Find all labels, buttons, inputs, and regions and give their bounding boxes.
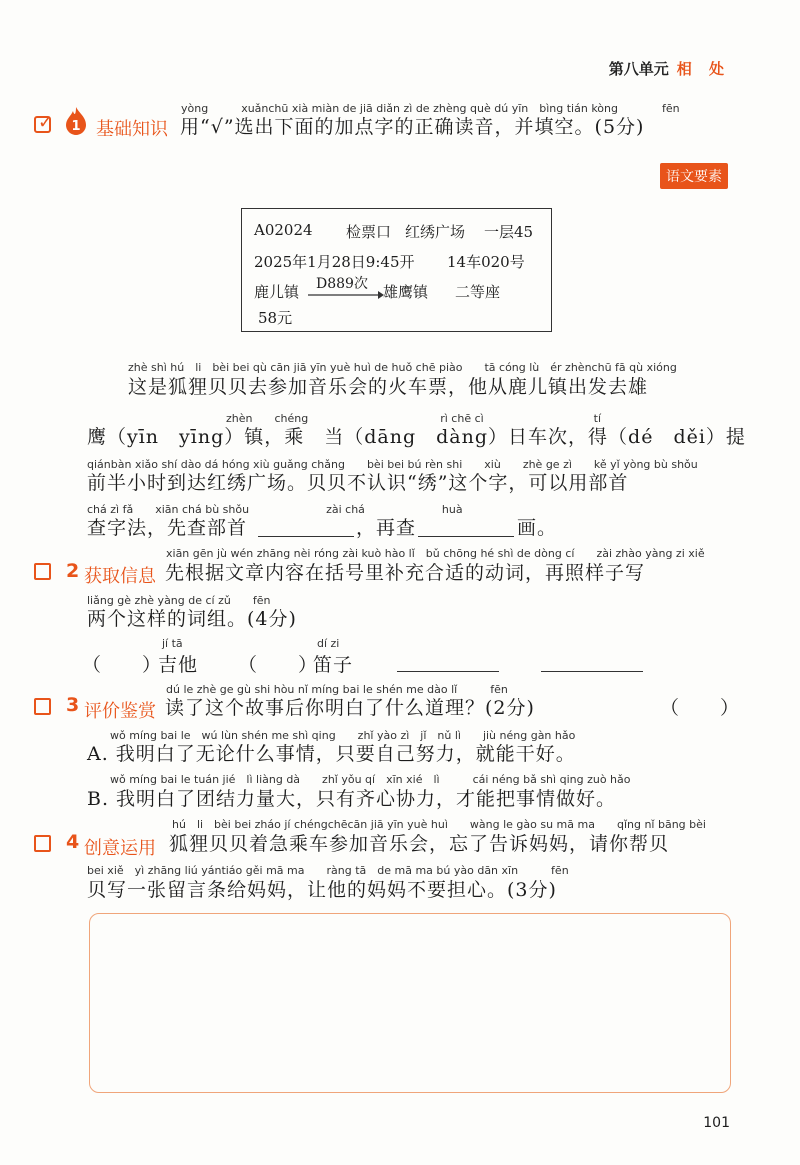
q2-item1-word: 吉他 — [158, 654, 199, 676]
q2-line2-text: 两个这样的词组。(4分) — [87, 608, 297, 630]
unit-theme: 相 处 — [676, 60, 730, 78]
q2-item1-pinyin: jí tā — [162, 637, 183, 650]
unit-label: 第八单元 — [608, 60, 669, 78]
q3-question: 读了这个故事后你明白了什么道理？(2分) — [165, 697, 535, 719]
q3-title: 评价鉴赏 — [84, 701, 156, 722]
q1-title: 基础知识 — [96, 119, 168, 140]
q2-line1-text: 先根据文章内容在括号里补充合适的动词，再照样子写 — [165, 562, 646, 584]
q1-line4-text: 查字法，先查部首 — [87, 517, 248, 539]
ticket-to: 雄鹰镇 — [383, 283, 429, 301]
ticket-from: 鹿儿镇 — [254, 283, 300, 301]
q3-line1-pinyin: dú le zhè ge gù shi hòu nǐ míng bai le shén me dào lǐ fēn — [166, 683, 508, 696]
q4-line2-pinyin: bei xiě yì zhāng liú yántiáo gěi mā ma ràng tā de mā ma bú yào dān xīn fēn — [87, 864, 569, 877]
q2-checkbox[interactable] — [34, 563, 51, 580]
stroke-count-blank[interactable] — [418, 535, 514, 537]
q4-line2-text: 贝写一张留言条给妈妈，让他的妈妈不要担心。(3分) — [87, 879, 557, 901]
q1-line4-text3: 画。 — [517, 517, 558, 539]
note-answer-box[interactable] — [89, 913, 731, 1093]
q2-item2-pinyin: dí zi — [317, 637, 340, 650]
q4-checkbox[interactable] — [34, 835, 51, 852]
ticket-seatno: 14车020号 — [447, 253, 525, 271]
q2-line1-pinyin: xiān gēn jù wén zhāng nèi róng zài kuò hào lǐ bǔ chōng hé shì de dòng cí zài zhào yàng zi xiě — [166, 547, 705, 560]
phrase-blank-2[interactable] — [541, 670, 643, 672]
q2-paren-1[interactable]: （ ） — [82, 654, 163, 676]
q1-line1-pinyin: zhè shì hú li bèi bei qù cān jiā yīn yuè huì de huǒ chē piào tā cóng lù ér zhènchū fā qù xióng — [128, 361, 677, 374]
ticket-train: D889次 — [316, 276, 368, 292]
radical-blank[interactable] — [258, 535, 354, 537]
train-ticket — [241, 208, 552, 332]
q2-title: 获取信息 — [84, 566, 156, 587]
q2-number: 2 — [66, 560, 80, 582]
q3-optA-pinyin: wǒ míng bai le wú lùn shén me shì qing zhǐ yào zì jǐ nǔ lì jiù néng gàn hǎo — [110, 729, 576, 742]
q4-line1-pinyin: hú li bèi bei zháo jí chéngchēcān jiā yīn yuè huì wàng le gào su mā ma qǐng nǐ bāng bèi — [172, 818, 706, 831]
q1-number: 1 — [71, 119, 81, 134]
q1-line4-pinyin: chá zì fǎ xiān chá bù shǒu zài chá huà — [87, 503, 463, 516]
arrow-icon — [308, 291, 384, 299]
q4-number: 4 — [66, 831, 80, 853]
ticket-class: 二等座 — [455, 283, 501, 301]
q2-paren-2[interactable]: （ ） — [238, 654, 319, 676]
page-number: 101 — [703, 1115, 730, 1131]
ticket-place: 红绣广场 — [405, 223, 466, 241]
ticket-gate: 检票口 — [346, 223, 392, 241]
q1-line3-pinyin: qiánbàn xiǎo shí dào dá hóng xiù guǎng chǎng bèi bei bú rèn shi xiù zhè ge zì kě yǐ yòng bù shǒu — [87, 458, 698, 471]
q4-title: 创意运用 — [84, 838, 156, 859]
q3-answer-paren[interactable]: （ ） — [660, 697, 741, 719]
q2-item2-word: 笛子 — [313, 654, 354, 676]
ticket-datetime: 2025年1月28日9:45开 — [254, 253, 415, 271]
flame-icon — [64, 106, 88, 136]
q1-instruction: 用“√”选出下面的加点字的正确读音，并填空。(5分) — [180, 116, 645, 138]
check-icon: ✓ — [38, 112, 54, 133]
q3-checkbox[interactable] — [34, 698, 51, 715]
q1-checkbox[interactable] — [34, 112, 54, 133]
q1-line2-pinyin: zhèn chéng rì chē cì tí — [226, 412, 602, 425]
q3-optB-pinyin: wǒ míng bai le tuán jié lì liàng dà zhǐ yǒu qí xīn xié lì cái néng bǎ shì qing zuò hǎo — [110, 773, 631, 786]
phrase-blank-1[interactable] — [397, 670, 499, 672]
q1-line4-text2: ，再查 — [356, 517, 417, 539]
q3-number: 3 — [66, 694, 80, 716]
q1-tag: 语文要素 — [660, 163, 728, 189]
q3-option-a[interactable]: A. 我明白了无论什么事情，只要自己努力，就能干好。 — [87, 743, 576, 765]
q1-pinyin: yòng xuǎnchū xià miàn de jiā diǎn zì de zhèng què dú yīn bìng tián kòng fēn — [181, 102, 680, 115]
q1-line3-text: 前半小时到达红绣广场。贝贝不认识“绣”这个字，可以用部首 — [87, 472, 629, 494]
q1-line1-text: 这是狐狸贝贝去参加音乐会的火车票，他从鹿儿镇出发去雄 — [128, 376, 649, 398]
ticket-price: 58元 — [258, 309, 293, 327]
q3-option-b[interactable]: B. 我明白了团结力量大，只有齐心协力，才能把事情做好。 — [87, 788, 617, 810]
q2-line2-pinyin: liǎng gè zhè yàng de cí zǔ fēn — [87, 594, 271, 607]
unit-header — [609, 58, 730, 79]
ticket-code: A02024 — [254, 221, 313, 239]
ticket-floor: 一层45 — [484, 223, 534, 241]
q4-line1-text: 狐狸贝贝着急乘车参加音乐会，忘了告诉妈妈，请你帮贝 — [169, 833, 670, 855]
q1-line2-text: 鹰（yīn yīng）镇，乘 当（dāng dàng）日车次，得（dé děi）提 — [87, 426, 746, 448]
